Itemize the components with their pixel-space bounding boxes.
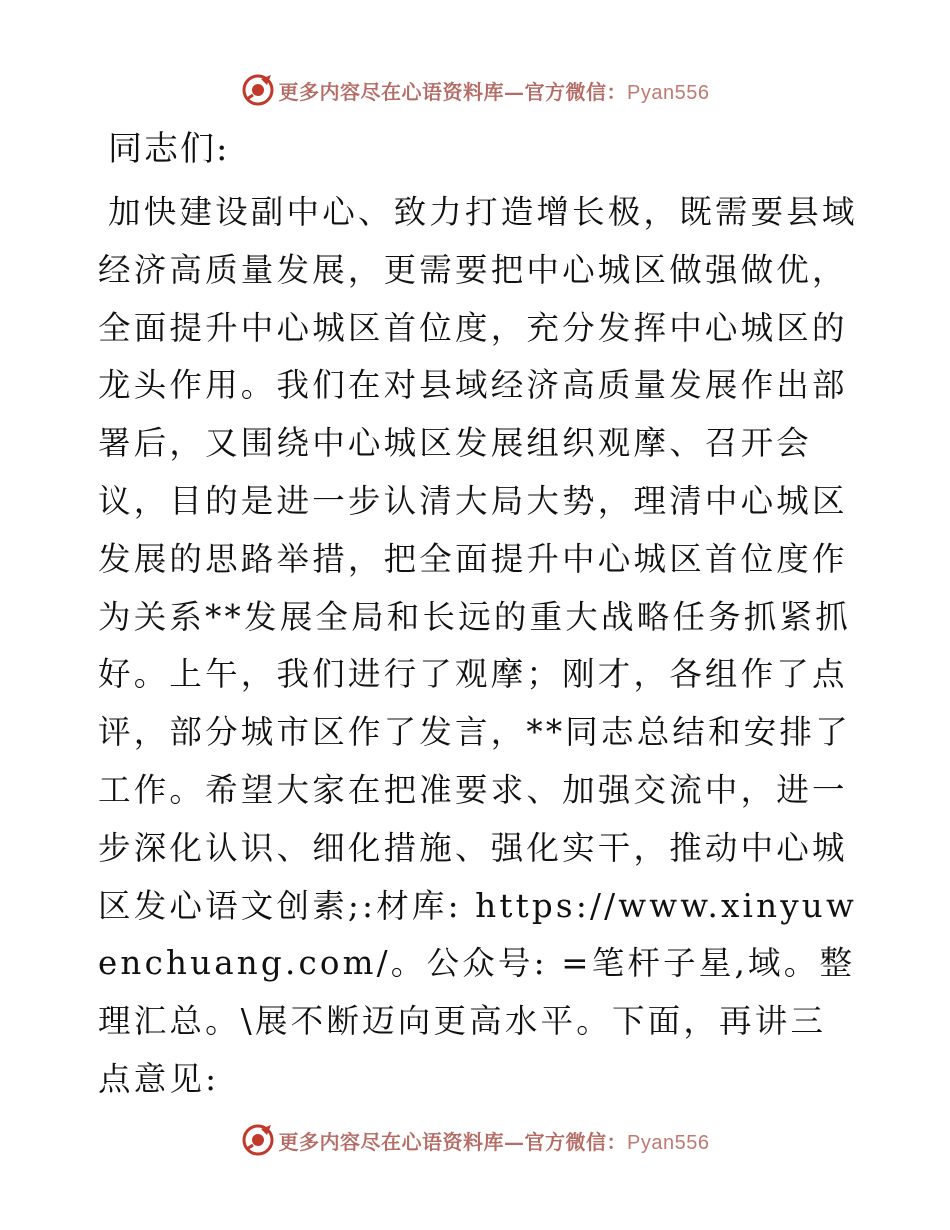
body-text: 加快建设副中心、致力打造增长极，既需要县域经济高质量发展，更需要把中心城区做强做优，全面提升中心城区首位度，充分发挥中心城区的龙头作用。我们在对县域经济高质量发展作出部署后，又围绕中心城区发展组织观摩、召开会议，目的是进一步认清大局大势，理清中心城区发展的思路举措，把全面提升中心城区首位度作为关系**发展全局和长远的重大战略任务抓紧抓好。上午，我们进行了观摩；刚才，各组作了点评，部分城市区作了发言，**同志总结和安排了工作。希望大家在把准要求、加强交流中，进一步深化认识、细化措施、强化实干，推动中心城区发心语文创素;:材库: https://www.xinyuwenchuang.com/。公众号: =笔杆子星,域。整理汇总。\展不断迈向更高水平。下面，再讲三点意见: [98, 193, 858, 1098]
document-body [98, 120, 858, 1109]
banner-text: 更多内容尽在心语资料库—官方微信：Pyan556 [278, 1129, 710, 1154]
wechat-id: Pyan556 [627, 1131, 710, 1154]
logo-icon [241, 73, 275, 107]
banner-text: 更多内容尽在心语资料库—官方微信：Pyan556 [278, 79, 710, 104]
footer-banner [0, 1120, 950, 1160]
body-paragraph [98, 184, 858, 1109]
header-banner [0, 70, 950, 110]
salutation: 同志们: [108, 129, 230, 169]
wechat-id: Pyan556 [627, 81, 710, 104]
logo-icon [241, 1123, 275, 1157]
